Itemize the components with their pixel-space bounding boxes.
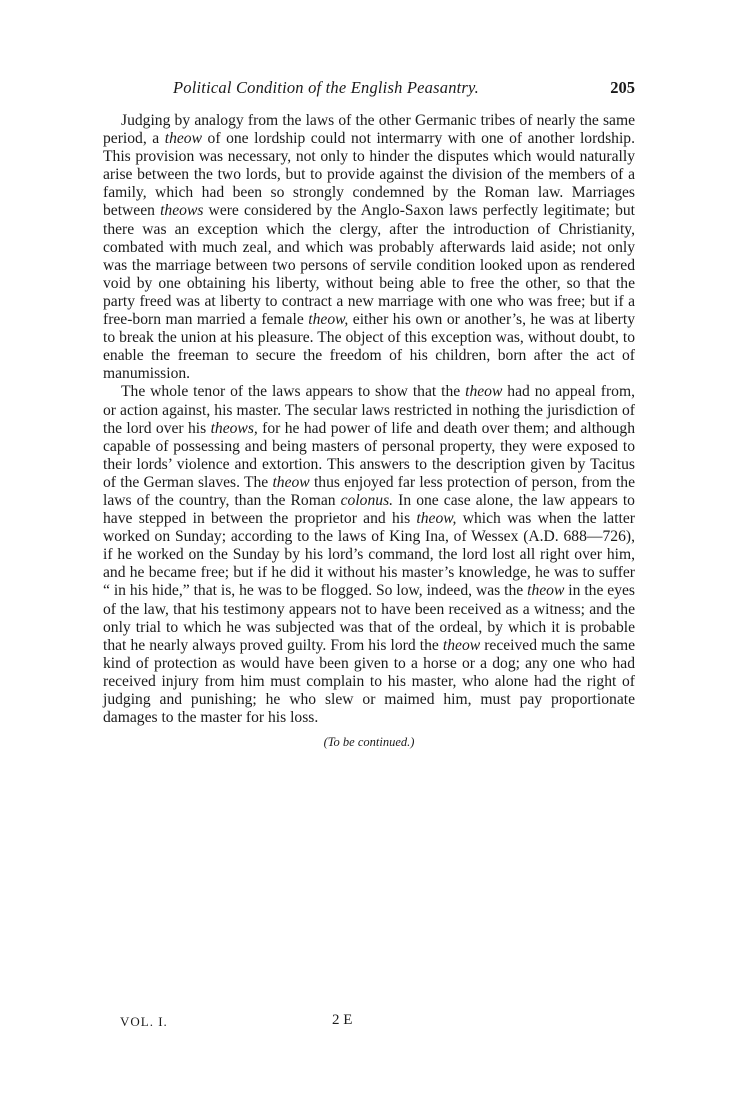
signature-mark: 2 E: [332, 1012, 353, 1028]
italic-term: theows: [160, 202, 204, 220]
italic-term: colonus.: [340, 491, 394, 509]
text-run: The whole tenor of the laws appears to show that the: [121, 383, 466, 401]
italic-term: theow,: [308, 311, 349, 329]
italic-term: theow: [272, 473, 310, 491]
italic-term: theow: [527, 582, 565, 600]
text-run: 688—726), if he worked on the Sunday by his lord’s command, the lord lost all right over him, and he became free; but if he did it without his master’s knowledge, he was to suffer “ in his hide,” that is, he was to be flogged. So low, indeed, was the: [103, 528, 635, 600]
page-number: 205: [610, 78, 635, 97]
page-footer: [120, 1012, 640, 1032]
text-run: received much the same kind of protection as would have been given to a horse or a dog; any one who had received injury from him must complain to his master, who alone had the right of judging and punishing; he who slew or maimed him, must pay proportionate damages to the master for his loss.: [103, 636, 635, 727]
running-title: Political Condition of the English Peasantry.: [173, 78, 479, 97]
paragraph-2: [103, 383, 635, 727]
text-run: of one lordship could not intermarry with one of another lordship. This provision was necessary, not only to hinder the disputes which would naturally arise between the two lords, but to provide against the division of the members of a family, which had been so strongly condemned by the Roman law. Marriages between: [103, 130, 635, 220]
text-run: In one case alone, the law appears to have stepped in between the proprietor and his: [103, 491, 635, 528]
text-run: were considered by the Anglo-Saxon laws perfectly legitimate; but there was an exception which the clergy, after the introduction of Christianity, combated with much zeal, and which was probably afterwards laid aside; not only was the marriage between two persons of servile condition looked upon as rendered void by one obtaining his liberty, without being able to free the other, so that the party freed was at liberty to contract a new marriage with one who was free; but if a free-born man married a female: [103, 202, 635, 329]
running-head: [103, 78, 635, 100]
text-run: had no appeal from, or action against, his master. The secular laws restricted in nothing the jurisdiction of the lord over his: [103, 383, 635, 437]
text-run: for he had power of life and death over them; and although capable of possessing and being masters of personal property, they were exposed to their lords’ violence and extortion. This answers to the description given by Tacitus of the German slaves. The: [103, 419, 636, 491]
italic-term: theows,: [210, 419, 258, 437]
to-be-continued-note: (To be continued.): [323, 735, 415, 750]
body-text: [103, 112, 635, 727]
page: [103, 78, 635, 750]
text-run: in the eyes of the law, that his testimony appears not to have been received as a witness; and the only trial to which he was subjected was that of the ordeal, by which it is probable that he nearly always proved guilty. From his lord the: [103, 582, 635, 654]
italic-term: theow: [164, 130, 202, 148]
text-run: Judging by analogy from the laws of the other Germanic tribes of nearly the same period, a: [103, 112, 635, 148]
text-run: thus enjoyed far less protection of person, from the laws of the country, than the Roman: [103, 473, 635, 509]
volume-mark: VOL. I.: [120, 1014, 168, 1029]
text-run: which was when the latter worked on Sunday; according to the laws of King Ina, of Wessex (: [103, 510, 635, 546]
italic-term: theow: [442, 636, 481, 654]
small-caps-text: A.D.: [528, 528, 559, 546]
paragraph-1: [103, 112, 635, 383]
text-run: either his own or another’s, he was at liberty to break the union at his pleasure. The object of this exception was, without doubt, to enable the freeman to secure the freedom of his children, born after the act of manumission.: [103, 311, 636, 383]
italic-term: theow,: [416, 510, 457, 528]
italic-term: theow: [465, 383, 503, 401]
